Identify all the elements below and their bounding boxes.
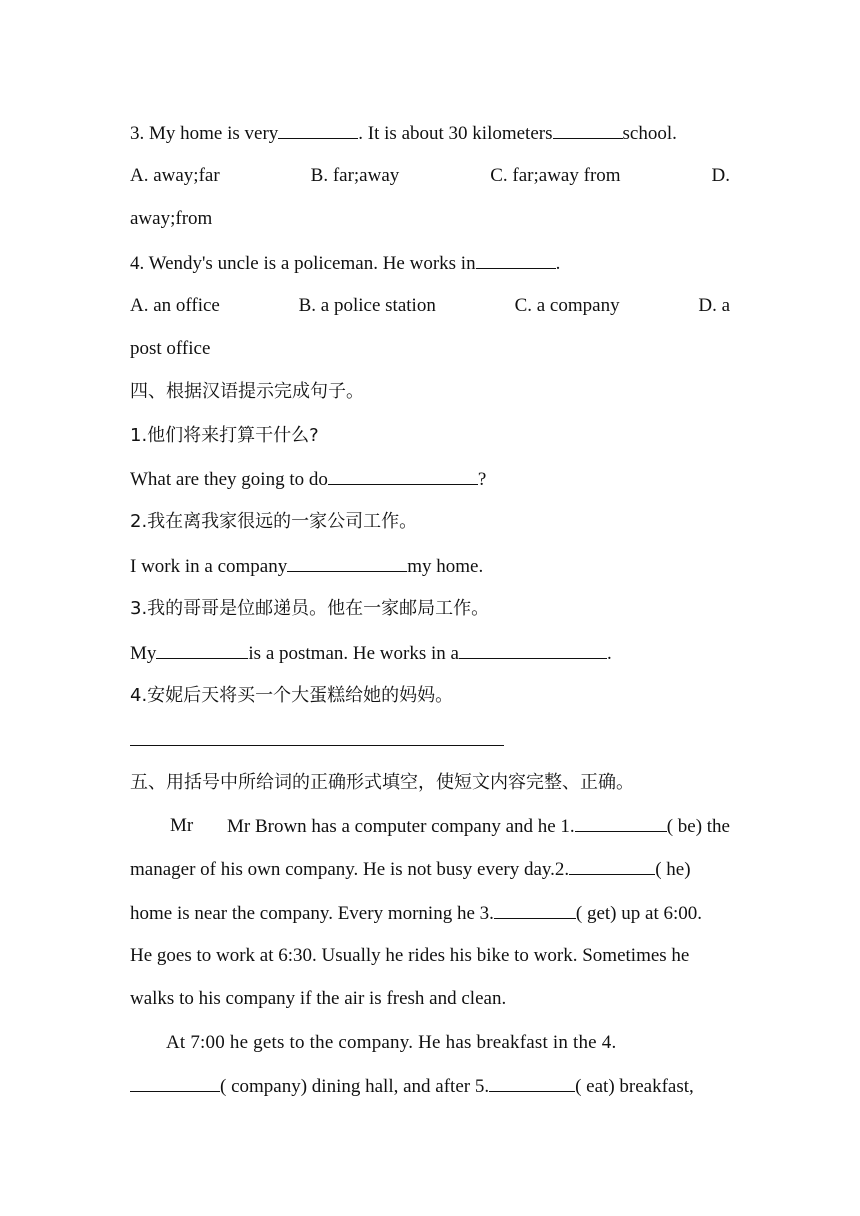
section5-heading: 五、用括号中所给词的正确形式填空，使短文内容完整、正确。 bbox=[130, 772, 634, 793]
q3-stem-part2: . It is about 30 kilometers bbox=[358, 123, 553, 144]
q4-stem-part2: . bbox=[555, 253, 561, 274]
s5-p1-line5: walks to his company if the air is fresh and clean. bbox=[130, 988, 507, 1009]
s5-p1-line3 bbox=[130, 901, 730, 926]
s4-item1-chinese: 1.他们将来打算干什么? bbox=[130, 425, 319, 446]
s5-p1-line2 bbox=[130, 857, 730, 882]
q3-option-c: C. far;away from bbox=[490, 165, 621, 186]
section4-heading: 四、根据汉语提示完成句子。 bbox=[130, 381, 364, 402]
s5-p1-line1 bbox=[130, 814, 730, 839]
s5-p2-l2-text: ( company) dining hall, and after 5. bbox=[220, 1076, 490, 1097]
q4-option-a: A. an office bbox=[130, 295, 220, 316]
s4-item1-text: What are they going to do bbox=[130, 469, 328, 490]
q3-blank-1[interactable] bbox=[278, 121, 358, 139]
s4-item3-blank-1[interactable] bbox=[156, 641, 248, 659]
q4-option-d: D. a bbox=[698, 295, 730, 316]
q3-stem bbox=[130, 121, 730, 146]
q3-blank-2[interactable] bbox=[553, 121, 623, 139]
s5-p2-line1: At 7:00 he gets to the company. He has breakfast in the 4. bbox=[166, 1032, 617, 1053]
s5-p1-line4: He goes to work at 6:30. Usually he rides his bike to work. Sometimes he bbox=[130, 945, 690, 966]
s5-blank-4[interactable] bbox=[130, 1074, 220, 1092]
s4-item3-chinese: 3.我的哥哥是位邮递员。他在一家邮局工作。 bbox=[130, 598, 490, 619]
s4-item2-end: my home. bbox=[407, 556, 484, 577]
s5-p1-l1-hint: ( be) the bbox=[666, 816, 730, 837]
q3-stem-part1: 3. My home is very bbox=[130, 123, 279, 144]
s4-item4-answer-line[interactable] bbox=[130, 745, 504, 746]
s5-word-mr: Mr bbox=[170, 815, 194, 836]
q4-stem-part1: 4. Wendy's uncle is a policeman. He works in bbox=[130, 253, 476, 274]
s4-item2-chinese: 2.我在离我家很远的一家公司工作。 bbox=[130, 511, 418, 532]
q3-option-d: D. bbox=[711, 165, 730, 186]
s4-item2-english bbox=[130, 554, 730, 579]
s4-item1-end: ? bbox=[477, 469, 487, 490]
s5-p1-l2-text: manager of his own company. He is not busy every day.2. bbox=[130, 859, 570, 880]
s5-blank-5[interactable] bbox=[489, 1074, 575, 1092]
s5-p1-l3-hint: ( get) up at 6:00. bbox=[575, 903, 702, 924]
s4-item2-text: I work in a company bbox=[130, 556, 288, 577]
s5-p1-l1-rest bbox=[227, 814, 730, 839]
s4-item3-end: . bbox=[606, 643, 612, 664]
q4-options bbox=[130, 294, 730, 318]
s5-p1-l2-hint: ( he) bbox=[655, 859, 691, 880]
s4-item3-english bbox=[130, 641, 730, 666]
s5-p1-l1-text: Mr Brown has a computer company and he 1. bbox=[226, 816, 575, 837]
q4-option-c: C. a company bbox=[514, 295, 620, 316]
s5-blank-1[interactable] bbox=[575, 814, 667, 832]
q4-option-d-continued: post office bbox=[130, 338, 211, 359]
s4-item1-blank[interactable] bbox=[328, 467, 478, 485]
s5-p2-l2-hint: ( eat) breakfast, bbox=[575, 1076, 694, 1097]
s5-p1-l3-text: home is near the company. Every morning he 3. bbox=[130, 903, 494, 924]
q4-stem bbox=[130, 251, 730, 276]
q3-options bbox=[130, 164, 730, 188]
q4-blank[interactable] bbox=[476, 251, 556, 269]
q3-option-a: A. away;far bbox=[130, 165, 220, 186]
q3-stem-part3: school. bbox=[622, 123, 677, 144]
s4-item3-blank-2[interactable] bbox=[459, 641, 607, 659]
s4-item1-english bbox=[130, 467, 730, 492]
s5-p2-line2 bbox=[130, 1074, 730, 1099]
q4-option-b: B. a police station bbox=[298, 295, 436, 316]
s5-blank-2[interactable] bbox=[569, 857, 655, 875]
q3-option-b: B. far;away bbox=[310, 165, 400, 186]
s5-blank-3[interactable] bbox=[494, 901, 576, 919]
q3-option-d-continued: away;from bbox=[130, 208, 213, 229]
s4-item3-text-b: is a postman. He works in a bbox=[248, 643, 459, 664]
s4-item2-blank[interactable] bbox=[287, 554, 407, 572]
s4-item4-chinese: 4.安妮后天将买一个大蛋糕给她的妈妈。 bbox=[130, 685, 454, 706]
s4-item3-text-a: My bbox=[130, 643, 157, 664]
